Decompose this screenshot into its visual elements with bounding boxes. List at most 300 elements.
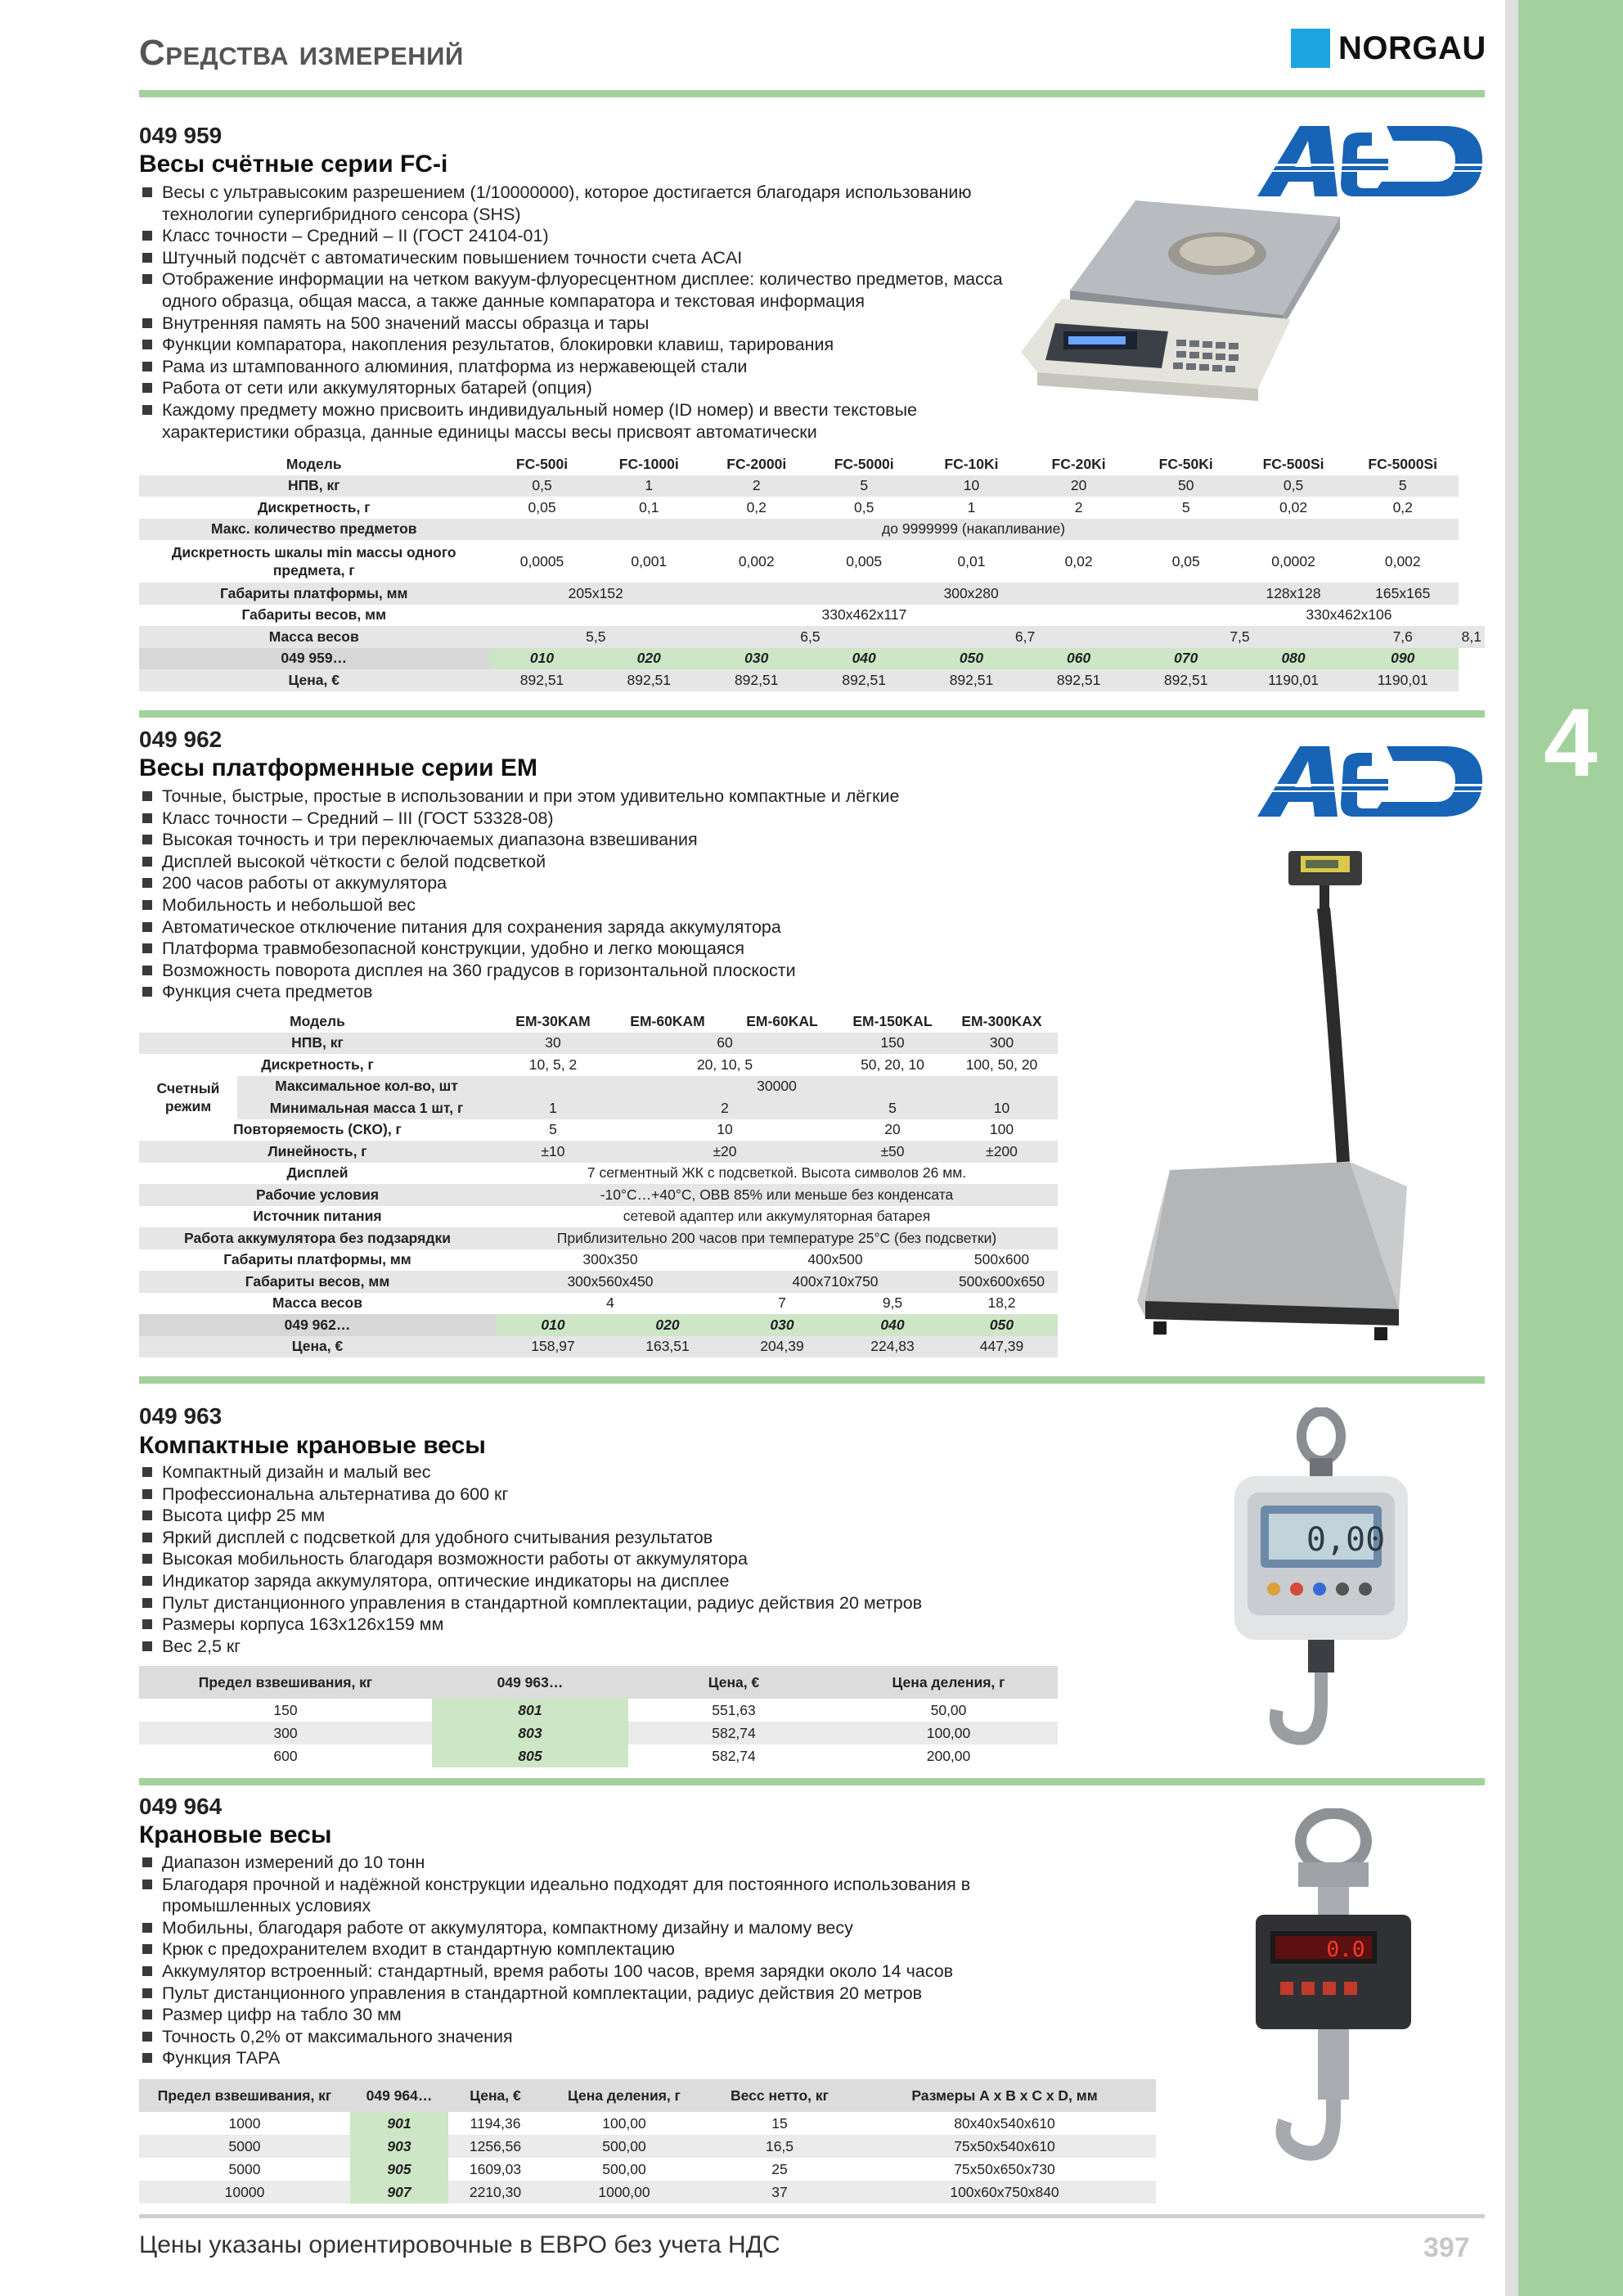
row-label: Дисплей [286, 1164, 348, 1182]
table-cell: 5,5 [489, 626, 703, 648]
table-cell: 7 сегментный ЖК с подсветкой. Высота символов 26 мм. [587, 1164, 967, 1182]
row-label: 049 959… [139, 648, 489, 670]
order-code: 020 [596, 648, 703, 670]
price-cell: 204,39 [725, 1336, 839, 1358]
table-cell: 300x560x450 [496, 1271, 725, 1293]
price-cell: 582,74 [712, 1747, 756, 1764]
table-cell: ±50 [839, 1141, 946, 1163]
bullet: Штучный подсчёт с автоматическим повышением точности счета ACAI [141, 247, 1024, 269]
table-cell: 205x152 [489, 583, 703, 605]
and-logo [1249, 743, 1486, 818]
table-cell: 50, 20, 10 [861, 1056, 924, 1073]
table-cell: 400x710x750 [725, 1271, 946, 1293]
section-4-title: Крановые весы [139, 1821, 332, 1848]
price-cell: 551,63 [712, 1701, 756, 1718]
table-row [139, 1054, 1058, 1076]
table-cell: 7,6 [1347, 626, 1459, 648]
bullet: Индикатор заряда аккумулятора, оптические индикаторы на дисплее [141, 1570, 1122, 1592]
bullet: Пульт дистанционного управления в стандартной комплектации, радиус действия 20 метров [141, 1592, 1122, 1614]
table-cell: 20, 10, 5 [696, 1056, 753, 1073]
table-cell: 7 [778, 1294, 786, 1312]
model-name: FC-5000Si [1368, 455, 1438, 472]
led-reading: 0.0 [1326, 1938, 1365, 1962]
bullet: Размер цифр на табло 30 мм [141, 2004, 1057, 2026]
table-cell: 0,5 [1239, 475, 1347, 497]
table-cell: 1 [596, 475, 703, 497]
model-name: FC-1000i [618, 455, 679, 472]
table-row [139, 1227, 1058, 1249]
table-row [139, 605, 1485, 627]
table-header-row [139, 2079, 1156, 2112]
model-name: FC-500Si [1262, 455, 1324, 472]
row-label: Цена, € [139, 1336, 496, 1358]
section-1-title: Весы счётные серии FC-i [139, 151, 448, 178]
row-label: Габариты платформы, мм [139, 583, 489, 605]
brand-logo [1291, 29, 1486, 68]
model-name: FC-5000i [834, 455, 894, 472]
column-header: 049 964… [350, 2079, 448, 2112]
bullet: Точные, быстрые, простые в использовании и при этом удивительно компактные и лёгкие [141, 786, 1122, 808]
row-label: Модель [290, 1012, 345, 1029]
bullet: Возможность поворота дисплея на 360 градусов в горизонтальной плоскости [141, 960, 1122, 982]
table-cell: 0,0002 [1271, 552, 1315, 569]
price-cell: 1190,01 [1347, 669, 1459, 691]
bullet: Автоматическое отключение питания для сохранения заряда аккумулятора [141, 916, 1122, 939]
table-cell: ±20 [610, 1141, 839, 1163]
table-row [139, 540, 1485, 583]
row-label: Повторяемость (СКО), г [233, 1121, 402, 1138]
table-cell: 1000,00 [542, 2181, 706, 2204]
bullet: Дисплей высокой чёткости с белой подсветкой [141, 851, 1122, 873]
price-cell: 1194,36 [470, 2114, 521, 2132]
model-name: EM-60KAL [746, 1012, 818, 1029]
order-code: 801 [432, 1699, 628, 1722]
row-label: Дискретность, г [257, 498, 371, 515]
section-1-spec-table [139, 453, 1485, 691]
table-cell: 300x350 [582, 1251, 638, 1268]
table-row [139, 583, 1485, 605]
table-row [139, 1699, 1058, 1722]
bullet: Мобильность и небольшой вес [141, 894, 1122, 916]
table-cell: 500,00 [542, 2135, 706, 2158]
row-label: Габариты платформы, мм [223, 1251, 411, 1268]
table-row [139, 1722, 1058, 1745]
table-cell: 0,2 [746, 498, 767, 515]
table-cell: 165x165 [1347, 583, 1459, 605]
table-cell: 5 [1347, 475, 1459, 497]
table-cell: 0,0005 [519, 552, 564, 569]
table-cell: 0,02 [1064, 552, 1093, 569]
price-cell: 1256,56 [448, 2135, 542, 2158]
column-header: Весс нетто, кг [706, 2079, 853, 2112]
table-cell: 1000 [228, 2114, 261, 2132]
price-cell: 582,74 [628, 1722, 839, 1745]
order-code: 803 [432, 1722, 628, 1745]
bullet: Диапазон измерений до 10 тонн [141, 1852, 1057, 1874]
order-code: 030 [703, 648, 810, 670]
row-label: НПВ, кг [139, 1033, 496, 1055]
order-code: 040 [839, 1314, 946, 1336]
bullet: Функции компаратора, накопления результатов, блокировки клавиш, тарирования [141, 334, 1024, 356]
row-label: Масса весов [139, 626, 489, 648]
table-cell: 0,5 [854, 498, 874, 515]
footer-rule [139, 2214, 1485, 2218]
table-cell: 500,00 [602, 2160, 646, 2177]
price-cell: 1609,03 [469, 2160, 522, 2177]
order-code: 090 [1347, 648, 1459, 670]
model-name: FC-10Ki [944, 455, 999, 472]
side-green-band [1518, 0, 1623, 2296]
price-cell: 1190,01 [1239, 669, 1347, 691]
lcd-reading: 0,00 [1306, 1521, 1386, 1559]
table-cell: 10 [717, 1121, 733, 1138]
section-4-price-table [139, 2079, 1156, 2204]
row-label: Цена, € [139, 669, 489, 691]
order-code: 060 [1025, 648, 1132, 670]
header-rule [139, 90, 1485, 97]
bullet: Размеры корпуса 163х126х159 мм [141, 1614, 1122, 1636]
section-3-title: Компактные крановые весы [139, 1432, 486, 1459]
column-header: Цена деления, г [542, 2079, 706, 2112]
price-cell: 163,51 [610, 1336, 725, 1358]
table-row [139, 1163, 1058, 1185]
bullet: Работа от сети или аккумуляторных батарей (опция) [141, 377, 1024, 399]
table-cell: 330x462x106 [1306, 606, 1392, 624]
bullet: Точность 0,2% от максимального значения [141, 2026, 1057, 2048]
table-cell: 75x50x540x610 [853, 2135, 1156, 2158]
table-cell: 30 [496, 1033, 610, 1055]
order-code: 080 [1239, 648, 1347, 670]
row-label: Работа аккумулятора без подзарядки [139, 1227, 496, 1249]
table-cell: 10000 [139, 2181, 350, 2204]
table-cell: ±200 [946, 1141, 1058, 1163]
order-code: 903 [350, 2135, 448, 2158]
counting-scale-image [1013, 192, 1373, 409]
model-name: EM-150KAL [852, 1012, 933, 1029]
row-label: Масса весов [272, 1294, 362, 1312]
price-cell: 158,97 [496, 1336, 610, 1358]
table-cell: 0,05 [528, 498, 556, 515]
bullet: Благодаря прочной и надёжной конструкции идеально подходят для постоянного использования в промышленных условиях [141, 1874, 1057, 1917]
table-cell: 300x280 [703, 583, 1239, 605]
table-cell: 150 [273, 1701, 298, 1718]
bullet: Класс точности – Средний – III (ГОСТ 53328-08) [141, 808, 1122, 830]
table-cell: 37 [706, 2181, 853, 2204]
bullet: Высокая точность и три переключаемых диапазона взвешивания [141, 829, 1122, 851]
table-cell: 1 [496, 1097, 610, 1119]
table-row [139, 1011, 1058, 1033]
table-row [139, 1141, 1058, 1163]
column-header: Размеры А х В х С х D, мм [853, 2079, 1156, 2112]
section-2-bullets [141, 786, 1122, 1003]
side-gray-band [1505, 0, 1518, 2296]
bullet: Функция счета предметов [141, 981, 1122, 1003]
row-label: Линейность, г [139, 1141, 496, 1163]
table-cell: 500x600 [973, 1251, 1030, 1268]
crane-scale-image [1248, 1808, 1419, 2168]
section-rule [139, 1376, 1485, 1384]
table-cell: 100, 50, 20 [965, 1056, 1038, 1073]
platform-scale-image [1129, 843, 1423, 1358]
order-code: 905 [350, 2158, 448, 2181]
model-name: FC-500i [515, 455, 569, 472]
table-row [139, 453, 1485, 475]
row-label: Дискретность шкалы min массы одного предмета, г [171, 544, 456, 579]
order-code: 030 [725, 1314, 839, 1336]
section-3-price-table [139, 1666, 1058, 1767]
bullet: Функция ТАРА [141, 2047, 1057, 2069]
table-cell: 5 [549, 1121, 557, 1138]
price-cell: 892,51 [918, 669, 1025, 691]
bullet: Высота цифр 25 мм [141, 1505, 1122, 1527]
row-label: Максимальное кол-во, шт [237, 1076, 496, 1098]
bullet: Вес 2,5 кг [141, 1636, 1122, 1658]
table-cell: 500x600x650 [946, 1271, 1058, 1293]
page-number: 397 [1423, 2232, 1470, 2263]
table-cell: 20 [1025, 475, 1132, 497]
table-cell: 150 [839, 1033, 946, 1055]
table-cell: 100,00 [839, 1722, 1058, 1745]
row-label: НПВ, кг [139, 475, 489, 497]
table-cell: 6,5 [703, 626, 918, 648]
order-code: 050 [918, 648, 1025, 670]
table-cell: ±10 [496, 1141, 610, 1163]
table-cell: 60 [610, 1033, 839, 1055]
bullet: Весы с ультравысоким разрешением (1/10000000), которое достигается благодаря использованию технологии супергибридного сенсора (SHS) [141, 182, 1024, 225]
price-cell: 224,83 [839, 1336, 946, 1358]
table-row [139, 2158, 1156, 2181]
row-label: Источник питания [253, 1208, 382, 1225]
order-code: 040 [810, 648, 917, 670]
table-row [139, 1271, 1058, 1293]
table-cell: 16,5 [706, 2135, 853, 2158]
and-logo-graphic [1249, 123, 1486, 198]
footer-note: Цены указаны ориентировочные в ЕВРО без учета НДС [139, 2231, 780, 2258]
order-code: 050 [946, 1314, 1058, 1336]
model-name: EM-300KAX [961, 1012, 1042, 1029]
table-row [139, 1249, 1058, 1272]
table-cell: 5000 [139, 2135, 350, 2158]
brand-name: NORGAU [1338, 29, 1486, 66]
table-row [139, 475, 1485, 497]
table-cell: 4 [606, 1294, 614, 1312]
table-cell: 20 [884, 1121, 901, 1138]
table-cell: 0,2 [1392, 498, 1413, 515]
section-3-sku: 049 963 [139, 1403, 223, 1429]
table-cell: 0,002 [738, 552, 775, 569]
table-cell: 2 [610, 1097, 839, 1119]
order-code: 901 [350, 2112, 448, 2135]
section-1-bullets [141, 182, 1024, 443]
table-cell: 0,005 [846, 552, 883, 569]
table-row [139, 1745, 1058, 1767]
section-4-bullets [141, 1852, 1057, 2069]
table-cell: 75x50x650x730 [954, 2160, 1055, 2177]
table-header-row [139, 1666, 1058, 1699]
column-header: 049 963… [432, 1666, 628, 1699]
section-rule [139, 1778, 1485, 1785]
table-cell: 2 [1074, 498, 1083, 515]
table-cell: Приблизительно 200 часов при температуре 25°С (без подсветки) [496, 1227, 1058, 1249]
table-cell: 15 [771, 2114, 788, 2132]
order-code: 805 [432, 1745, 628, 1767]
count-mode-label: Счетный режим [139, 1076, 237, 1119]
bullet: Компактный дизайн и малый вес [141, 1461, 1122, 1483]
table-cell: 0,02 [1279, 498, 1308, 515]
table-row [139, 1033, 1058, 1055]
and-logo [1249, 123, 1486, 198]
table-row [139, 626, 1485, 648]
price-cell: 892,51 [703, 669, 810, 691]
table-cell: 10 [946, 1097, 1058, 1119]
table-cell: 0,002 [1384, 552, 1421, 569]
model-name: FC-20Ki [1051, 455, 1106, 472]
table-row [139, 1293, 1058, 1315]
table-cell: 600 [273, 1747, 298, 1764]
table-row [139, 1097, 1058, 1119]
table-cell: 0,1 [639, 498, 659, 515]
table-cell: 8,1 [1459, 626, 1485, 648]
row-label: Габариты весов, мм [139, 1271, 496, 1293]
order-code: 010 [496, 1314, 610, 1336]
model-name: EM-30KAM [515, 1012, 591, 1029]
order-code-row [139, 648, 1485, 670]
price-row [139, 1336, 1058, 1358]
bullet: Крюк с предохранителем входит в стандартную комплектацию [141, 1938, 1057, 1961]
table-cell: 0,5 [489, 475, 596, 497]
bullet: Аккумулятор встроенный: стандартный, время работы 100 часов, время зарядки около 14 часов [141, 1961, 1057, 1983]
table-cell: 1 [967, 498, 976, 515]
row-label: Рабочие условия [139, 1184, 496, 1206]
bullet: Каждому предмету можно присвоить индивидуальный номер (ID номер) и ввести текстовые характеристики образца, данные единицы массы весы присвоят автоматически [141, 399, 1024, 443]
table-cell: 100x60x750x840 [853, 2181, 1156, 2204]
section-2-spec-table [139, 1011, 1058, 1357]
row-label: Модель [285, 455, 342, 472]
bullet: Пульт дистанционного управления в стандартной комплектации, радиус действия 20 метров [141, 1983, 1057, 2005]
order-code: 010 [489, 648, 596, 670]
order-code: 907 [350, 2181, 448, 2204]
table-row [139, 2181, 1156, 2204]
price-cell: 892,51 [596, 669, 703, 691]
column-header: Цена, € [628, 1666, 839, 1699]
table-cell: 128x128 [1239, 583, 1347, 605]
order-code: 070 [1132, 648, 1239, 670]
section-rule [139, 710, 1485, 718]
table-cell: 30000 [496, 1076, 1058, 1098]
table-row [139, 1119, 1058, 1141]
table-row [139, 497, 1485, 519]
model-name: EM-60KAM [630, 1012, 705, 1029]
and-logo-graphic [1249, 743, 1486, 818]
price-cell: 2210,30 [448, 2181, 542, 2204]
order-code-row [139, 1314, 1058, 1336]
price-row [139, 669, 1485, 691]
row-label: Дискретность, г [261, 1056, 374, 1073]
table-cell: 18,2 [987, 1294, 1016, 1312]
table-cell: 400x500 [807, 1251, 863, 1268]
column-header: Предел взвешивания, кг [139, 2079, 350, 2112]
bullet: Платформа травмобезопасной конструкции, удобно и легко моющаяся [141, 938, 1122, 960]
model-name: FC-2000i [726, 455, 787, 472]
section-4-sku: 049 964 [139, 1794, 223, 1819]
table-row [139, 1206, 1058, 1228]
table-cell: 5 [839, 1097, 946, 1119]
column-header: Цена, € [448, 2079, 542, 2112]
table-row [139, 519, 1485, 541]
table-row [139, 1076, 1058, 1098]
bullet: Яркий дисплей с подсветкой для удобного считывания результатов [141, 1527, 1122, 1549]
table-cell: 300 [139, 1722, 432, 1745]
price-cell: 892,51 [1025, 669, 1132, 691]
table-row [139, 2112, 1156, 2135]
table-cell: 5000 [228, 2160, 261, 2177]
row-label: Габариты весов, мм [241, 606, 387, 624]
order-code: 020 [610, 1314, 725, 1336]
section-3-bullets [141, 1461, 1122, 1657]
table-cell: 0,001 [631, 552, 668, 569]
table-cell: 300 [946, 1033, 1058, 1055]
table-cell: 10 [918, 475, 1025, 497]
row-label: Макс. количество предметов [139, 519, 489, 541]
bullet: Высокая мобильность благодаря возможности работы от аккумулятора [141, 1548, 1122, 1570]
table-cell: 80x40x540x610 [954, 2114, 1055, 2132]
page-title: Средства измерений [139, 33, 464, 73]
column-header: Предел взвешивания, кг [139, 1666, 432, 1699]
table-cell: 100 [989, 1121, 1014, 1138]
table-cell: 5 [1181, 498, 1190, 515]
section-2-title: Весы платформенные серии EM [139, 754, 537, 781]
bullet: Внутренняя память на 500 значений массы образца и тары [141, 313, 1024, 335]
table-cell: 6,7 [918, 626, 1132, 648]
table-cell: сетевой адаптер или аккумуляторная батарея [623, 1208, 931, 1225]
table-row [139, 1184, 1058, 1206]
brand-square-icon [1291, 29, 1330, 68]
row-label: Минимальная масса 1 шт, г [237, 1097, 496, 1119]
table-cell: 2 [703, 475, 810, 497]
table-cell: 9,5 [882, 1294, 903, 1312]
bullet: Отображение информации на четком вакуум-флуоресцентном дисплее: количество предметов, масса одного образца, общая масса, а также данные компаратора и текстовая информация [141, 268, 1024, 312]
table-cell: 100,00 [602, 2114, 646, 2132]
compact-crane-scale-image [1223, 1407, 1419, 1759]
section-2-sku: 049 962 [139, 727, 223, 752]
table-row [139, 2135, 1156, 2158]
table-cell: до 9999999 (накапливание) [489, 519, 1459, 541]
bullet: Мобильны, благодаря работе от аккумулятора, компактному дизайну и малому весу [141, 1917, 1057, 1939]
table-cell: 50,00 [930, 1701, 967, 1718]
price-cell: 447,39 [946, 1336, 1058, 1358]
table-cell: 50 [1132, 475, 1239, 497]
chapter-number: 4 [1544, 689, 1598, 797]
table-cell: 7,5 [1132, 626, 1347, 648]
table-cell: 0,01 [957, 552, 986, 569]
table-cell: 5 [810, 475, 917, 497]
bullet: Рама из штампованного алюминия, платформа из нержавеющей стали [141, 356, 1024, 378]
bullet: 200 часов работы от аккумулятора [141, 872, 1122, 894]
model-name: FC-50Ki [1158, 455, 1213, 472]
table-cell: 25 [771, 2160, 788, 2177]
section-1-sku: 049 959 [139, 123, 223, 148]
table-cell: 330x462x117 [821, 606, 907, 624]
bullet: Профессиональна альтернатива до 600 кг [141, 1483, 1122, 1506]
column-header: Цена деления, г [839, 1666, 1058, 1699]
price-cell: 892,51 [1132, 669, 1239, 691]
table-cell: -10°C…+40°C, ОВВ 85% или меньше без конденсата [496, 1184, 1058, 1206]
row-label: 049 962… [139, 1314, 496, 1336]
bullet: Класс точности – Средний – II (ГОСТ 24104-01) [141, 225, 1024, 247]
table-cell: 10, 5, 2 [528, 1056, 578, 1073]
price-cell: 892,51 [489, 669, 596, 691]
table-cell: 200,00 [926, 1747, 971, 1764]
